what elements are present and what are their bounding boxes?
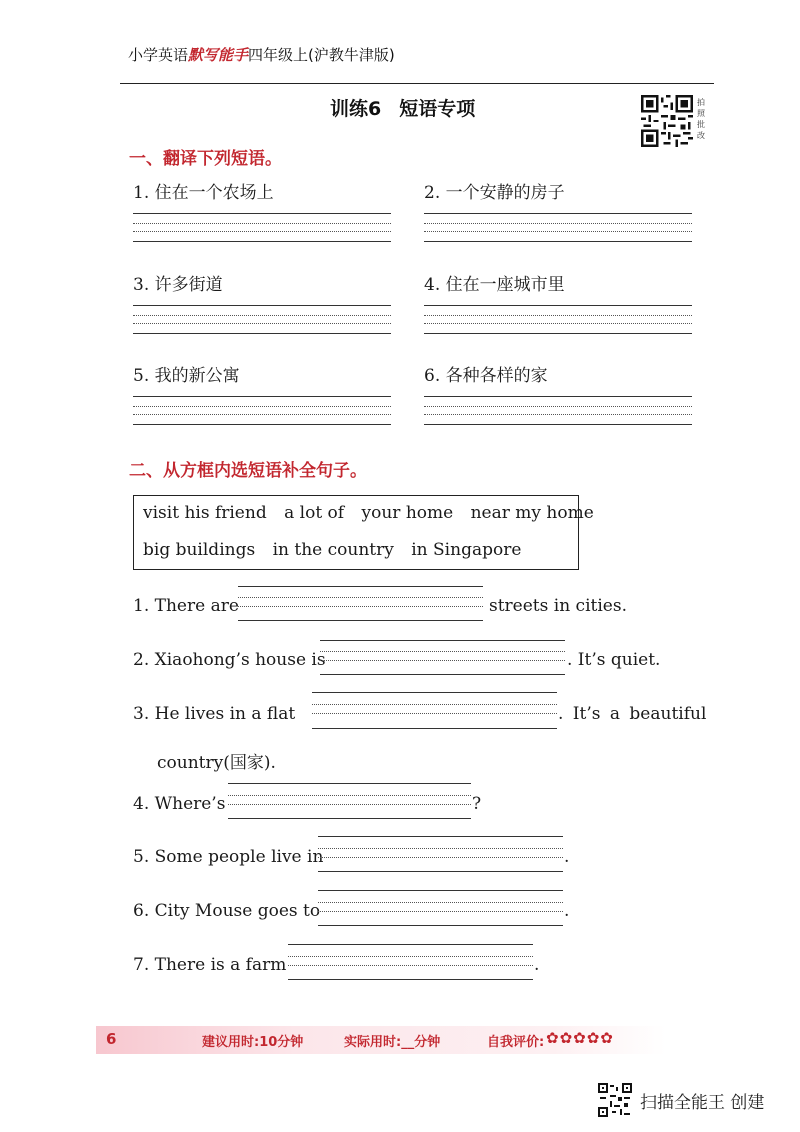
- sentence-2-start: [133, 650, 326, 670]
- page-title: [330, 94, 475, 121]
- sentence-5-start: [133, 847, 323, 867]
- header-suffix: 四年级上(沪教牛津版): [248, 46, 395, 64]
- translate-item-2: [424, 178, 565, 203]
- sentence-3-end: . It’s a beautiful: [558, 704, 707, 724]
- phrase: a lot of: [284, 503, 345, 523]
- sentence-text: Some people live in: [154, 847, 324, 867]
- sentence-1-end: streets in cities.: [489, 596, 627, 616]
- actual-time: 实际用时:__分钟: [344, 1035, 441, 1050]
- sentence-number: 4.: [133, 794, 150, 814]
- sentence-text: He lives in a flat: [154, 704, 296, 724]
- item-number: 1.: [133, 183, 150, 203]
- sentence-7-end: .: [534, 955, 540, 975]
- item-text: 我的新公寓: [154, 366, 240, 386]
- item-number: 3.: [133, 275, 150, 295]
- translate-item-4: [424, 270, 565, 295]
- phrase: in the country: [272, 540, 394, 560]
- scanner-qr-icon: [598, 1083, 632, 1117]
- sentence-5-end: .: [564, 847, 570, 867]
- item-text: 一个安静的房子: [445, 183, 565, 203]
- sentence-1-start: [133, 596, 239, 616]
- item-number: 2.: [424, 183, 441, 203]
- qr-code-icon[interactable]: [641, 95, 693, 147]
- sentence-number: 3.: [133, 704, 150, 724]
- sentence-text: There is a farm: [154, 955, 287, 975]
- item-number: 6.: [424, 366, 441, 386]
- item-number: 4.: [424, 275, 441, 295]
- sentence-3-start: [133, 704, 295, 724]
- translate-item-6: [424, 361, 548, 386]
- header-prefix: 小学英语: [128, 46, 189, 64]
- sentence-number: 1.: [133, 596, 150, 616]
- sentence-number: 2.: [133, 650, 150, 670]
- phrase: visit his friend: [143, 503, 267, 523]
- phrase-box-row-2: [143, 540, 533, 560]
- sentence-2-end: . It’s quiet.: [567, 650, 661, 670]
- sentence-number: 5.: [133, 847, 150, 867]
- title-name: 短语专项: [399, 98, 476, 120]
- phrase: in Singapore: [411, 540, 522, 560]
- sentence-7-start: [133, 955, 286, 975]
- sentence-4-start: [133, 794, 225, 814]
- translate-item-1: [133, 178, 274, 203]
- phrase: big buildings: [143, 540, 256, 560]
- sentence-text: City Mouse goes to: [154, 901, 321, 921]
- page-number: 6: [106, 1030, 117, 1048]
- header-brand: 默写能手: [188, 46, 249, 64]
- rating-flowers-icon[interactable]: ✿✿✿✿✿: [546, 1029, 614, 1047]
- sentence-text: Where’s: [154, 794, 226, 814]
- title-unit: 训练6: [330, 98, 382, 120]
- item-text: 住在一座城市里: [445, 275, 565, 295]
- translate-item-5: [133, 361, 240, 386]
- sentence-number: 7.: [133, 955, 150, 975]
- header-divider: [120, 83, 714, 84]
- suggested-time: 建议用时:10分钟: [202, 1035, 304, 1050]
- item-text: 各种各样的家: [445, 366, 548, 386]
- item-text: 住在一个农场上: [154, 183, 274, 203]
- phrase-box-row-1: [143, 503, 606, 523]
- section1-heading: 一、翻译下列短语。: [129, 149, 282, 169]
- sentence-text: There are: [154, 596, 239, 616]
- sentence-6-end: .: [564, 901, 570, 921]
- item-number: 5.: [133, 366, 150, 386]
- phrase: your home: [361, 503, 454, 523]
- sentence-3-continuation: country(国家).: [157, 753, 276, 773]
- translate-item-3: [133, 270, 223, 295]
- item-text: 许多街道: [154, 275, 223, 295]
- sentence-4-end: ?: [472, 794, 482, 814]
- sentence-6-start: [133, 901, 320, 921]
- self-evaluation-label: 自我评价:: [487, 1035, 545, 1050]
- book-header: [128, 44, 395, 65]
- qr-caption: 拍照批改: [697, 98, 705, 140]
- sentence-number: 6.: [133, 901, 150, 921]
- scanner-watermark: 扫描全能王 创建: [640, 1093, 765, 1113]
- phrase-box: [133, 495, 594, 570]
- sentence-text: Xiaohong’s house is: [154, 650, 326, 670]
- phrase: near my home: [470, 503, 594, 523]
- section2-heading: 二、从方框内选短语补全句子。: [129, 461, 367, 481]
